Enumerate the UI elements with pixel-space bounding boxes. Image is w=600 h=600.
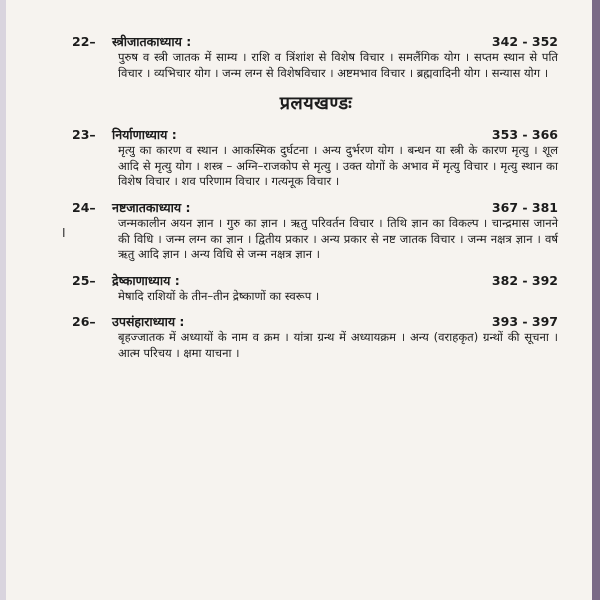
- chapter-pages: 342 - 352: [491, 34, 558, 49]
- chapter-title: उपसंहाराध्याय :: [112, 314, 185, 330]
- chapter-description: जन्मकालीन अयन ज्ञान । गुरु का ज्ञान । ऋतु परिवर्तन विचार । तिथि ज्ञान का विकल्प । चान्द्रमास जानने की विधि । जन्म लग्न का ज्ञान । द्वितीय प्रकार । अन्य प्रकार से नष्ट जातक विचार । जन्म नक्षत्र ज्ञान । वर्ष ऋतु आदि ज्ञान । अन्य विधि से जन्म नक्षत्र ज्ञान ।: [118, 215, 558, 262]
- chapter-number: 24–: [72, 199, 96, 215]
- chapter-pages: 367 - 381: [491, 199, 558, 215]
- chapter-title: निर्याणाध्याय :: [112, 127, 177, 143]
- chapter-number: 22–: [72, 34, 96, 49]
- margin-mark: I: [62, 226, 66, 240]
- section-title: प्रलयखण्डः: [279, 93, 353, 115]
- chapter-description: बृहज्जातक में अध्यायों के नाम व क्रम । यांत्रा ग्रन्थ में अध्यायक्रम । अन्य (वराहकृत) ग्रन्थों की सूचना । आत्म परिचय । क्षमा याचना ।: [118, 330, 558, 360]
- chapter-24: [72, 200, 560, 263]
- chapter-25: [72, 273, 560, 305]
- chapter-pages: 382 - 392: [491, 272, 558, 288]
- chapter-description: पुरुष व स्त्री जातक में साम्य । राशि व त्रिंशांश से विशेष विचार । समलैंगिक योग । सप्तम स्थान से पति विचार । व्यभिचार योग । जन्म लग्न से विशेषविचार । अष्टमभाव विचार । ब्रह्मवादिनी योग । सन्यास योग ।: [118, 50, 558, 80]
- chapter-title: द्रेष्काणाध्याय :: [112, 272, 180, 288]
- chapter-pages: 353 - 366: [491, 127, 558, 143]
- chapter-26: [72, 314, 560, 361]
- chapter-description: मृत्यु का कारण व स्थान । आकस्मिक दुर्घटना । अन्य दुर्भरण योग । बन्धन या स्त्री के कारण मृत्यु । शूल आदि से मृत्यु योग । शस्त्र – अग्नि–राजकोप से मृत्यु । उक्त योगों के अभाव में मृत्यु विचार । मृत्यु स्थान का विशेष विचार । शव परिणाम विचार । गत्यनूक विचार ।: [118, 143, 558, 189]
- chapter-title: नष्टजातकाध्याय :: [112, 199, 191, 215]
- contents-page: [72, 34, 560, 372]
- chapter-number: 23–: [72, 127, 96, 143]
- chapter-title: स्त्रीजातकाध्याय :: [112, 34, 192, 49]
- chapter-23: [72, 127, 560, 190]
- chapter-22: [72, 34, 560, 81]
- chapter-number: 25–: [72, 272, 96, 288]
- chapter-description: मेषादि राशियों के तीन–तीन द्रेष्काणों का स्वरूप ।: [118, 288, 320, 303]
- chapter-number: 26–: [72, 314, 96, 330]
- chapter-pages: 393 - 397: [491, 314, 558, 330]
